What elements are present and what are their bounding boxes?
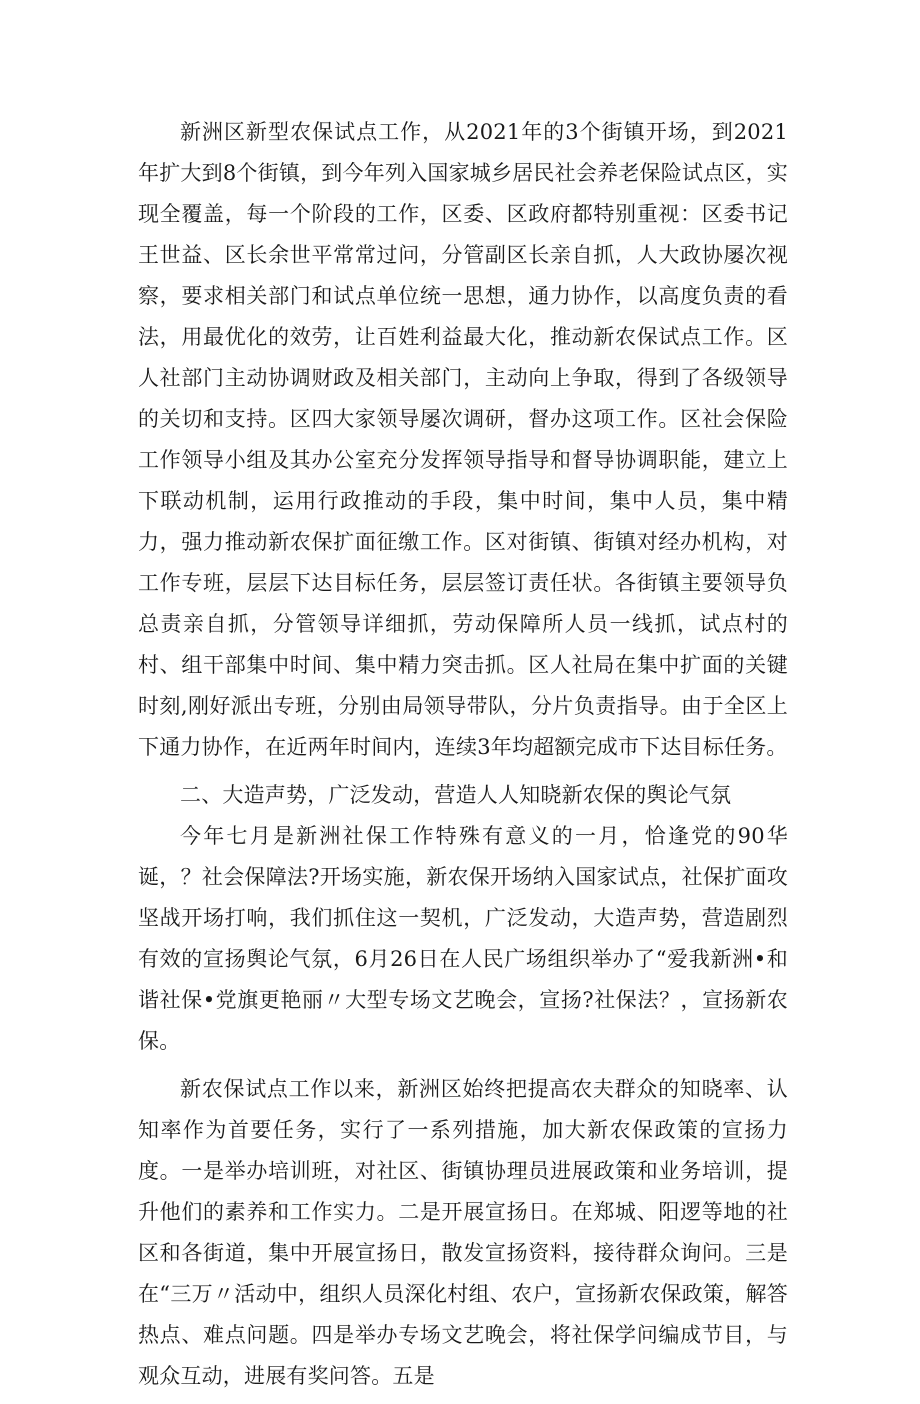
paragraph-leadership-support: 新洲区新型农保试点工作，从2021年的3个街镇开场，到2021年扩大到8个街镇，到今年列入国家城乡居民社会养老保险试点区，实现全覆盖，每一个阶段的工作，区委、区政府都特别重视：区委书记王世益、区长余世平常常过问，分管副区长亲自抓，人大政协屡次视察，要求相关部门和试点单位统一思想，通力协作，以高度负责的看法，用最优化的效劳，让百姓利益最大化，推动新农保试点工作。区人社部门主动协调财政及相关部门，主动向上争取，得到了各级领导的关切和支持。区四大家领导屡次调研，督办这项工作。区社会保险工作领导小组及其办公室充分发挥领导指导和督导协调职能，建立上下联动机制，运用行政推动的手段，集中时间，集中人员，集中精力，强力推动新农保扩面征缴工作。区对街镇、街镇对经办机构，对工作专班，层层下达目标任务，层层签订责任状。各街镇主要领导负总责亲自抓，分管领导详细抓，劳动保障所人员一线抓，试点村的村、组干部集中时间、集中精力突击抓。区人社局在集中扩面的关键时刻,刚好派出专班，分别由局领导带队，分片负责指导。由于全区上下通力协作，在近两年时间内，连续3年均超额完成市下达目标任务。	[138, 120, 788, 759]
section-heading-publicity: 二、大造声势，广泛发动，营造人人知晓新农保的舆论气氛	[180, 783, 732, 807]
paragraph-july-campaign: 今年七月是新洲社保工作特殊有意义的一月，恰逢党的90华诞，？社会保障法?开场实施，新农保开场纳入国家试点，社保扩面攻坚战开场打响，我们抓住这一契机，广泛发动，大造声势，营造剧烈有效的宣扬舆论气氛，6月26日在人民广场组织举办了“爱我新洲•和谐社保•党旗更艳丽〃大型专场文艺晚会，宣扬?社保法？，宣扬新农保。	[138, 824, 788, 1053]
document-body	[138, 112, 788, 1404]
paragraph-publicity-measures: 新农保试点工作以来，新洲区始终把提高农夫群众的知晓率、认知率作为首要任务，实行了一系列措施，加大新农保政策的宣扬力度。一是举办培训班，对社区、街镇协理员进展政策和业务培训，提升他们的素养和工作实力。二是开展宣扬日。在郑城、阳逻等地的社区和各街道，集中开展宣扬日，散发宣扬资料，接待群众询问。三是在“三万〃活动中，组织人员深化村组、农户，宣扬新农保政策，解答热点、难点问题。四是举办专场文艺晚会，将社保学问编成节目，与观众互动，进展有奖问答。五是	[138, 1077, 788, 1388]
